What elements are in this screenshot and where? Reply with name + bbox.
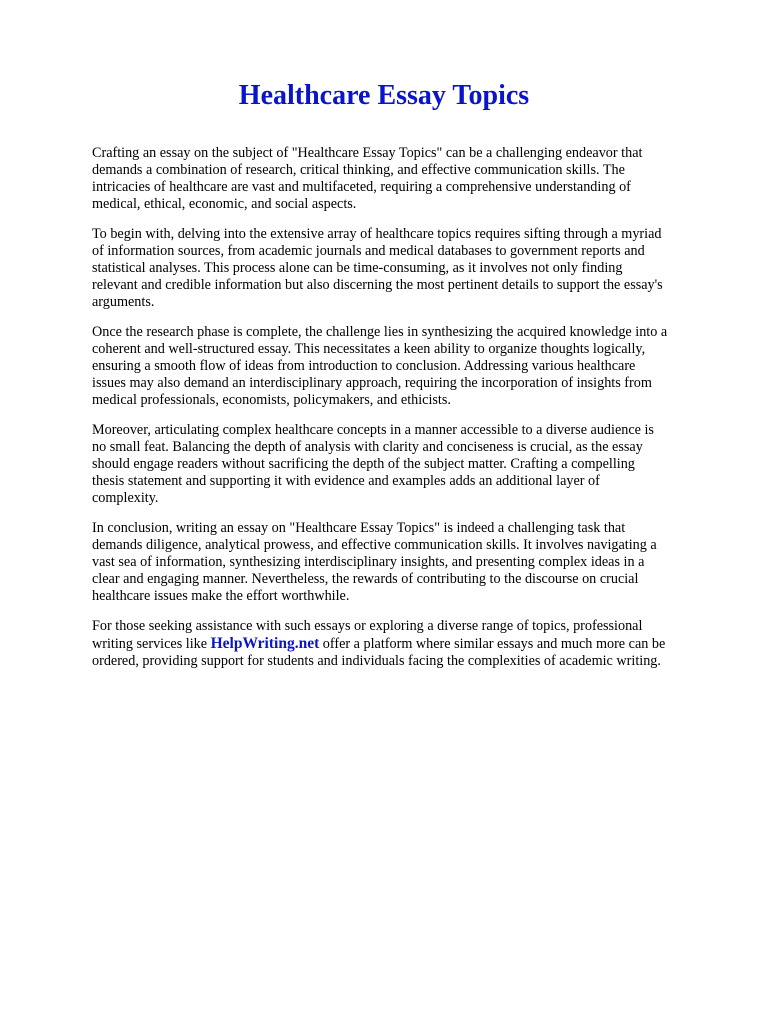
final-text-before-link: For those seeking assistance with such essays or exploring a diverse range of topics, professional writing services like [92, 618, 643, 652]
helpwriting-link[interactable]: HelpWriting.net [210, 635, 320, 652]
paragraph-2: To begin with, delving into the extensive array of healthcare topics requires sifting through a myriad of information sources, from academic journals and medical databases to government reports and statistical analyses. This process alone can be time-consuming, as it involves not only finding relevant and credible information but also discerning the most pertinent details to support the essay's arguments. [92, 226, 663, 310]
paragraph-3: Once the research phase is complete, the challenge lies in synthesizing the acquired knowledge into a coherent and well-structured essay. This necessitates a keen ability to organize thoughts logically, ensuring a smooth flow of ideas from introduction to conclusion. Addressing various healthcare issues may also demand an interdisciplinary approach, requiring the incorporation of insights from medical professionals, economists, policymakers, and ethicists. [92, 324, 668, 408]
paragraph-1: Crafting an essay on the subject of "Healthcare Essay Topics" can be a challenging endeavor that demands a combination of research, critical thinking, and effective communication skills. The intricacies of healthcare are vast and multifaceted, requiring a comprehensive understanding of medical, ethical, economic, and social aspects. [92, 145, 643, 212]
paragraph-5: In conclusion, writing an essay on "Healthcare Essay Topics" is indeed a challenging task that demands diligence, analytical prowess, and effective communication skills. It involves navigating a vast sea of information, synthesizing interdisciplinary insights, and presenting complex ideas in a clear and engaging manner. Nevertheless, the rewards of contributing to the discourse on crucial healthcare issues make the effort worthwhile. [92, 520, 657, 604]
essay-body [92, 145, 724, 683]
paragraph-final [92, 618, 724, 670]
page-title: Healthcare Essay Topics [238, 80, 530, 111]
final-text-after-link: offer a platform where similar essays and much more can be ordered, providing support for students and individuals facing the complexities of academic writing. [92, 636, 666, 669]
paragraph-4: Moreover, articulating complex healthcare concepts in a manner accessible to a diverse audience is no small feat. Balancing the depth of analysis with clarity and conciseness is crucial, as the essay should engage readers without sacrificing the depth of the subject matter. Crafting a compelling thesis statement and supporting it with evidence and examples adds an additional layer of complexity. [92, 422, 654, 506]
